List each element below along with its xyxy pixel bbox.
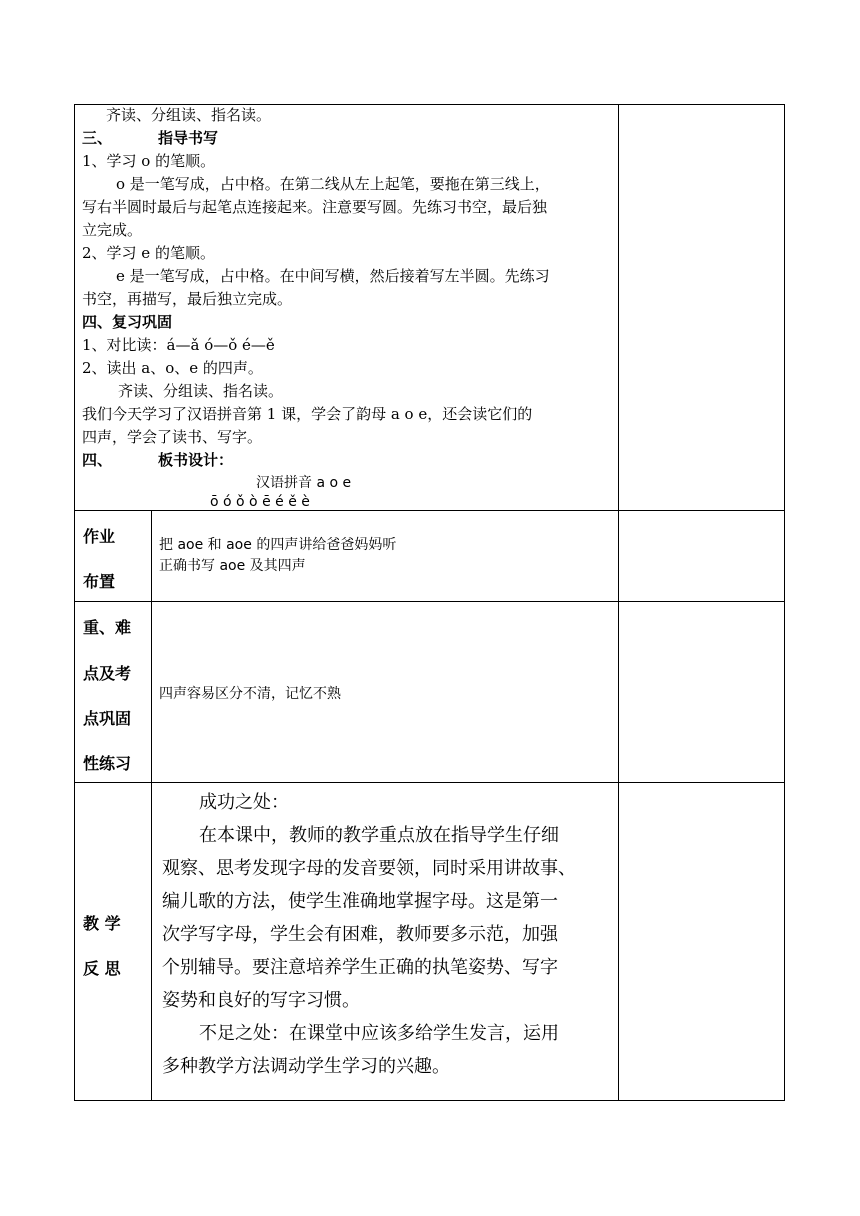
table-border-bottom (74, 1100, 785, 1101)
e-stroke-title: 2、学习 e 的笔顺。 (82, 244, 215, 262)
e-stroke-line-2: 书空，再描写，最后独立完成。 (82, 290, 293, 308)
o-stroke-line-3: 立完成。 (82, 221, 143, 239)
section3-title: 指导书写 (158, 129, 219, 147)
reflection-line-4: 编儿歌的方法，使学生准确地掌握字母。这是第一 (162, 891, 558, 912)
table-border-right (784, 104, 785, 1101)
difficulty-label-2: 点及考 (83, 664, 132, 683)
summary-line-1: 我们今天学习了汉语拼音第 1 课，学会了韵母 a o e，还会读它们的 (82, 405, 533, 423)
reflection-line-2: 在本课中，教师的教学重点放在指导学生仔细 (199, 825, 559, 846)
board-heading: 汉语拼音 a o e (256, 475, 352, 491)
reflection-line-6: 个别辅导。要注意培养学生正确的执笔姿势、写字 (162, 957, 558, 978)
difficulty-label-1: 重、难 (83, 618, 132, 637)
o-stroke-line-1: o 是一笔写成，占中格。在第二线从左上起笔，要拖在第三线上， (116, 175, 550, 193)
compare-reading: 1、对比读：á—ǎ ó—ǒ é—ě (82, 336, 275, 354)
difficulty-label-3: 点巩固 (83, 709, 132, 728)
lesson-plan-table (74, 104, 785, 1101)
homework-label-1: 作业 (83, 527, 116, 546)
homework-line-2: 正确书写 aoe 及其四声 (159, 558, 306, 574)
reflection-line-7: 姿势和良好的写字习惯。 (162, 990, 360, 1011)
reflection-label-1: 教 学 (83, 914, 121, 933)
table-border-left (74, 104, 75, 1101)
difficulty-label-4: 性练习 (83, 754, 132, 773)
column-divider-label (151, 510, 152, 1101)
reflection-line-9: 多种教学方法调动学生学习的兴趣。 (162, 1056, 450, 1077)
o-stroke-title: 1、学习 o 的笔顺。 (82, 152, 216, 170)
e-stroke-line-1: e 是一笔写成，占中格。在中间写横，然后接着写左半圆。先练习 (116, 267, 550, 285)
homework-label-2: 布置 (83, 572, 116, 591)
board-tones: ō ó ǒ ò ē é ě è (210, 494, 310, 510)
homework-line-1: 把 aoe 和 aoe 的四声讲给爸爸妈妈听 (159, 537, 397, 553)
read-methods-line-2: 齐读、分组读、指名读。 (118, 382, 284, 400)
difficulty-content: 四声容易区分不清，记忆不熟 (159, 686, 341, 702)
row-divider-reflection (74, 782, 785, 783)
reflection-line-3: 观察、思考发现字母的发音要领，同时采用讲故事、 (162, 858, 576, 879)
summary-line-2: 四声，学会了读书、写字。 (82, 428, 263, 446)
board-design-number: 四、 (82, 451, 113, 469)
section3-number: 三、 (82, 129, 113, 147)
section4-title: 四、复习巩固 (82, 313, 173, 331)
four-tones-reading: 2、读出 a、o、e 的四声。 (82, 359, 263, 377)
row-divider-difficulty (74, 601, 785, 602)
read-methods-line: 齐读、分组读、指名读。 (106, 106, 272, 124)
reflection-label-2: 反 思 (83, 959, 121, 978)
reflection-line-5: 次学写字母，学生会有困难，教师要多示范，加强 (162, 924, 558, 945)
board-design-title: 板书设计： (158, 451, 234, 469)
reflection-line-8: 不足之处：在课堂中应该多给学生发言，运用 (199, 1023, 559, 1044)
row-divider-homework (74, 510, 785, 511)
o-stroke-line-2: 写右半圆时最后与起笔点连接起来。注意要写圆。先练习书空，最后独 (82, 198, 548, 216)
column-divider-notes (618, 104, 619, 1101)
reflection-line-1: 成功之处： (199, 792, 289, 813)
